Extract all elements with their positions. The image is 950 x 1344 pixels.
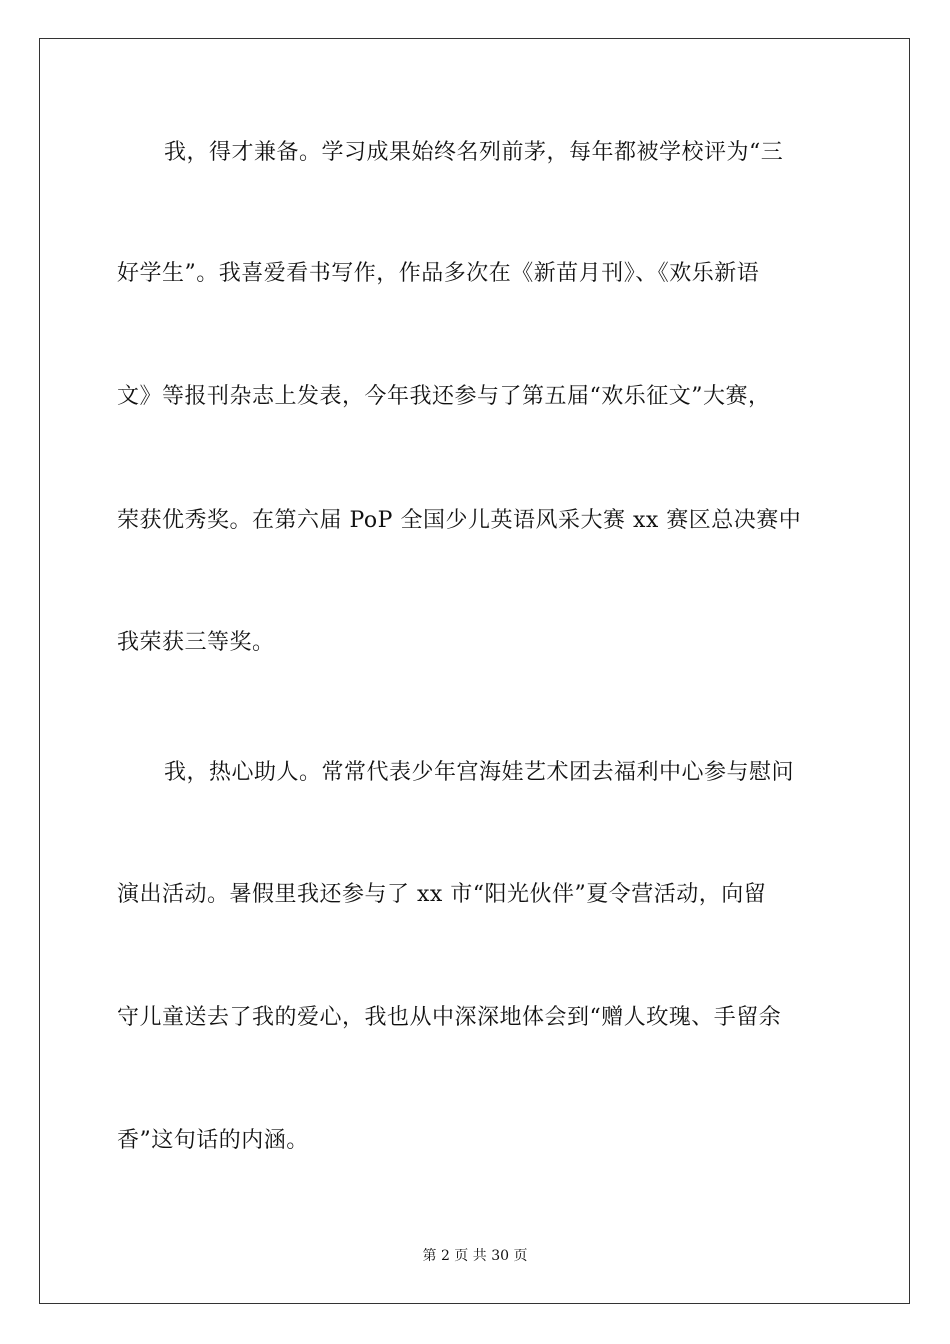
paragraph-1-line-5: 我荣获三等奖。 [117, 630, 275, 655]
paragraph-1-line-3: 文》等报刊杂志上发表，今年我还参与了第五届“欢乐征文”大赛， [117, 384, 771, 409]
paragraph-2-line-3: 守儿童送去了我的爱心，我也从中深深地体会到“赠人玫瑰、手留余 [117, 1005, 782, 1030]
paragraph-2-line-1: 我，热心助人。常常代表少年宫海娃艺术团去福利中心参与慰问 [164, 760, 795, 785]
paragraph-1-line-4: 荣获优秀奖。在第六届 PoP 全国少儿英语风采大赛 xx 赛区总决赛中 [117, 508, 802, 533]
paragraph-2-line-4: 香”这句话的内涵。 [117, 1128, 309, 1153]
paragraph-1-line-1: 我，得才兼备。学习成果始终名列前茅，每年都被学校评为“三 [164, 140, 784, 165]
paragraph-2-line-2: 演出活动。暑假里我还参与了 xx 市“阳光伙伴”夏令营活动，向留 [117, 882, 767, 907]
page-number: 第 2 页 共 30 页 [422, 1248, 528, 1264]
page-border [39, 38, 910, 1304]
paragraph-1-line-2: 好学生”。我喜爱看书写作，作品多次在《新苗月刊》、《欢乐新语 [117, 261, 760, 286]
